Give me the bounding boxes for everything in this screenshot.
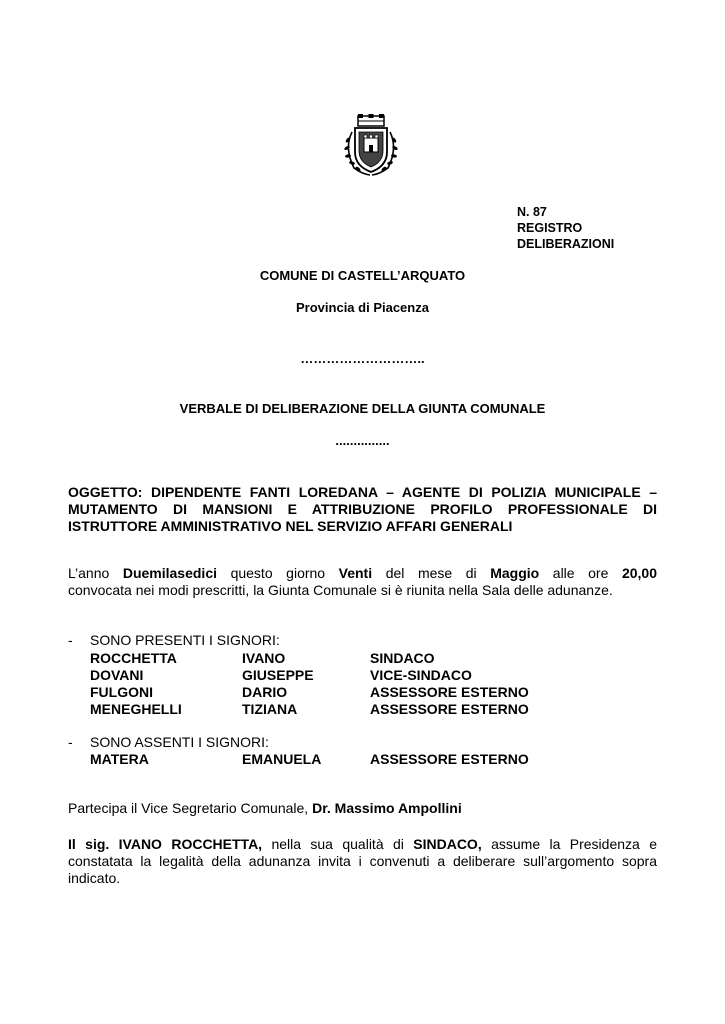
presidente-name: Il sig. IVANO ROCCHETTA, bbox=[68, 836, 263, 852]
crest-emblem bbox=[338, 112, 404, 178]
deliberazioni-label: DELIBERAZIONI bbox=[517, 237, 615, 251]
role: ASSESSORE ESTERNO bbox=[370, 701, 529, 717]
first-name: EMANUELA bbox=[242, 751, 322, 767]
first-name: IVANO bbox=[242, 650, 286, 666]
role: SINDACO bbox=[370, 650, 435, 666]
oggetto-paragraph: OGGETTO: DIPENDENTE FANTI LOREDANA – AGENTE DI POLIZIA MUNICIPALE – MUTAMENTO DI MANSIONI E ATTRIBUZIONE PROFILO PROFESSIONALE DI ISTRUTTORE AMMINISTRATIVO NEL SERVIZIO AFFARI GENERALI bbox=[68, 484, 657, 534]
intro-day: Venti bbox=[338, 565, 373, 581]
intro-year: Duemilasedici bbox=[122, 565, 217, 581]
role: VICE-SINDACO bbox=[370, 667, 472, 683]
surname: MATERA bbox=[90, 751, 149, 767]
presidenza-line-3: indicato. bbox=[68, 870, 121, 886]
comune-title: COMUNE DI CASTELL’ARQUATO bbox=[259, 268, 466, 283]
separator-dots-2: ............... bbox=[335, 433, 390, 448]
presidente-role: SINDACO, bbox=[413, 836, 482, 852]
presenti-dash: - bbox=[68, 632, 73, 648]
first-name: DARIO bbox=[242, 684, 288, 700]
partecipa-line bbox=[68, 800, 658, 816]
segretario-name: Dr. Massimo Ampollini bbox=[312, 800, 462, 816]
registro-number: N. 87 bbox=[517, 205, 547, 219]
intro-text-1: L’anno bbox=[68, 565, 123, 581]
provincia-title: Provincia di Piacenza bbox=[296, 300, 429, 315]
registro-label: REGISTRO bbox=[517, 221, 583, 235]
intro-month: Maggio bbox=[490, 565, 540, 581]
presidenza-text-2: assume la Presidenza e bbox=[481, 836, 657, 852]
presidenza-line-2: constatata la legalità della adunanza invita i convenuti a deliberare sull’argomento sopra bbox=[68, 853, 657, 869]
surname: DOVANI bbox=[90, 667, 144, 683]
surname: MENEGHELLI bbox=[90, 701, 182, 717]
intro-time: 20,00 bbox=[621, 565, 657, 581]
first-name: GIUSEPPE bbox=[242, 667, 314, 683]
presidenza-text-1: nella sua qualità di bbox=[262, 836, 414, 852]
verbale-title: VERBALE DI DELIBERAZIONE DELLA GIUNTA COMUNALE bbox=[179, 401, 546, 416]
separator-dots: ……………………….. bbox=[300, 351, 425, 366]
intro-text-2: questo giorno bbox=[217, 565, 339, 581]
assenti-heading: SONO ASSENTI I SIGNORI: bbox=[90, 734, 269, 750]
intro-text-3: del mese di bbox=[372, 565, 491, 581]
intro-line bbox=[68, 565, 657, 581]
intro-text-4: alle ore bbox=[539, 565, 622, 581]
role: ASSESSORE ESTERNO bbox=[370, 684, 529, 700]
surname: FULGONI bbox=[90, 684, 153, 700]
role: ASSESSORE ESTERNO bbox=[370, 751, 529, 767]
intro-line-2: convocata nei modi prescritti, la Giunta Comunale si è riunita nella Sala delle adunanze. bbox=[68, 582, 613, 598]
surname: ROCCHETTA bbox=[90, 650, 177, 666]
assenti-dash: - bbox=[68, 734, 73, 750]
presenti-heading: SONO PRESENTI I SIGNORI: bbox=[90, 632, 280, 648]
first-name: TIZIANA bbox=[242, 701, 298, 717]
presidenza-line-1 bbox=[68, 836, 657, 852]
partecipa-text: Partecipa il Vice Segretario Comunale, bbox=[68, 800, 313, 816]
